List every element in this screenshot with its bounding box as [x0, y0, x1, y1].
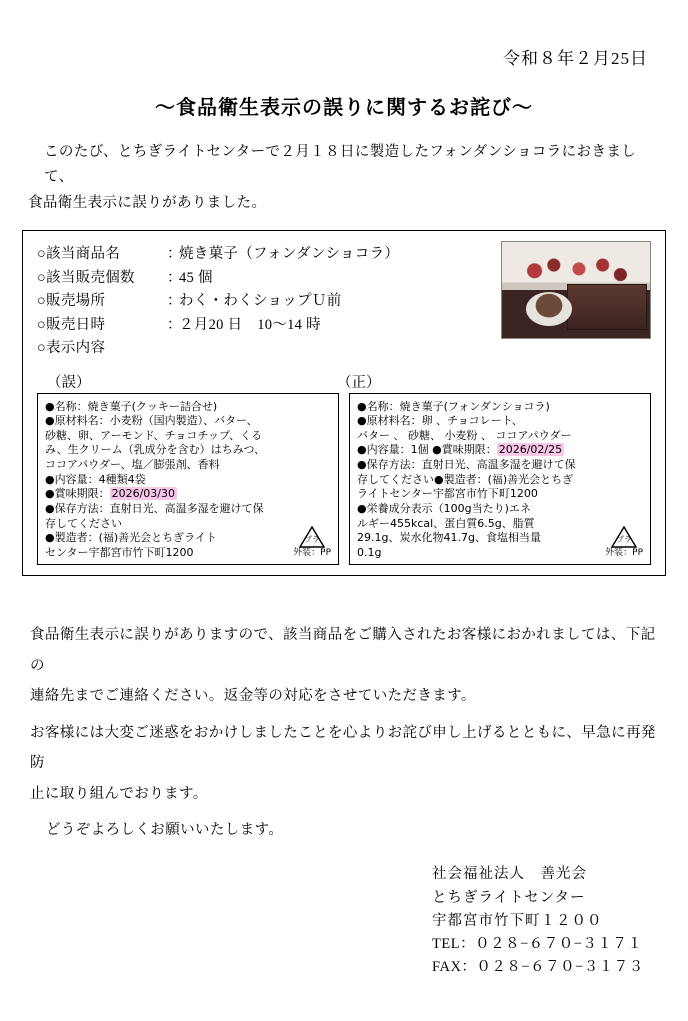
wrong-line-1: ●名称：焼き菓子(クッキー詰合せ) — [45, 399, 218, 413]
product-info-box — [22, 230, 666, 576]
correct-tail-1: ●保存方法：直射日光、高温多湿を避けて保 — [357, 458, 576, 472]
correct-nutrition-1: ●栄養成分表示（100g当たり)エネ — [357, 501, 531, 515]
correct-content-row — [357, 443, 643, 458]
correct-tail-3: ライトセンター宇都宮市竹下町1200 — [357, 487, 538, 501]
info-separator: ： — [167, 246, 182, 263]
correct-content-label: ●内容量：1個 — [357, 443, 429, 457]
wrong-line-3: 砂糖、卵、アーモンド、チョコチップ、くる — [45, 428, 263, 442]
info-separator: ： — [167, 293, 182, 310]
intro-line-1: このたび、とちぎライトセンターで２月１８日に製造したフォンダンショコラにおきまして、 — [44, 144, 637, 186]
wrong-label-card — [37, 393, 339, 566]
label-column-headers — [37, 371, 651, 391]
info-separator: ： — [167, 316, 182, 333]
intro-paragraph — [22, 140, 666, 216]
signature-address: 宇都宮市竹下町１２００ — [432, 912, 603, 929]
wrong-tail-3: ●製造者：(福)善光会とちぎライト — [45, 531, 217, 545]
info-row — [37, 337, 651, 360]
info-value: 45 個 — [179, 269, 213, 286]
info-value: わく・わくショップＵ前 — [179, 293, 342, 310]
wrong-best-before-label: ●賞味期限： — [45, 487, 110, 501]
photo-basket — [567, 284, 647, 330]
document-page — [0, 44, 688, 1021]
info-label: ○該当商品名 — [37, 246, 121, 263]
signature-org: 社会福祉法人 善光会 — [432, 866, 587, 883]
correct-label-card — [349, 393, 651, 566]
signature-block — [22, 863, 666, 979]
wrong-label-header: （誤） — [47, 374, 91, 391]
photo-plate — [526, 292, 572, 326]
correct-nutrition-4: 0.1g — [357, 545, 382, 559]
closing-paragraph-1 — [30, 620, 658, 711]
info-label: ○表示内容 — [37, 340, 106, 357]
signature-fax: FAX：０２８−６７０−３１７３ — [432, 959, 644, 976]
wrong-tail-1: ●保存方法：直射日光、高温多湿を避けて保 — [45, 501, 264, 515]
recycle-triangle-icon — [299, 526, 325, 548]
wrong-best-before-value: 2026/03/30 — [111, 487, 176, 501]
recycle-triangle-icon — [611, 526, 637, 548]
signature-tel: TEL：０２８−６７０−３１７１ — [432, 936, 643, 953]
correct-best-before-label: ●賞味期限： — [432, 443, 497, 457]
closing-paragraph-2 — [30, 718, 658, 809]
closing-paragraph-3: どうぞよろしくお願いいたします。 — [46, 822, 284, 839]
info-value: 焼き菓子（フォンダンショコラ） — [179, 246, 400, 263]
svg-text:プラ: プラ — [304, 534, 321, 544]
wrong-line-4: み、生クリーム（乳成分を含む）はちみつ、 — [45, 443, 265, 457]
correct-best-before-value: 2026/02/25 — [498, 443, 563, 457]
info-separator: ： — [167, 269, 182, 286]
wrong-line-6: ●内容量：4種類4袋 — [45, 472, 146, 486]
wrong-tail-4: センター宇都宮市竹下町1200 — [45, 545, 194, 559]
closing-p2-line2: 止に取り組んでおります。 — [30, 785, 208, 802]
svg-text:プラ: プラ — [616, 534, 633, 544]
page-title: 〜食品衛生表示の誤りに関するお詫び〜 — [155, 97, 533, 119]
correct-nutrition-2: ルギー455kcal、蛋白質6.5g、脂質 — [357, 516, 535, 530]
signature-center: とちぎライトセンター — [432, 889, 586, 906]
wrong-line-2: ●原材料名：小麦粉（国内製造）、バター、 — [45, 414, 258, 428]
info-value: ２月20 日 10〜14 時 — [179, 316, 321, 333]
closing-p2-line1: お客様には大変ご迷惑をおかけしましたことを心よりお詫び申し上げるとともに、早急に再発防 — [30, 724, 656, 772]
intro-line-2: 食品衛生表示に誤りがありました。 — [28, 194, 267, 211]
correct-tail-2: 存してください●製造者：(福)善光会とちぎ — [357, 472, 574, 486]
correct-line-2: ●原材料名：卵 、チョコレート、 — [357, 414, 523, 428]
correct-nutrition-3: 29.1g、炭水化物41.7g、食塩相当量 — [357, 531, 541, 545]
wrong-pp-recycle-mark — [293, 526, 331, 559]
info-label: ○該当販売個数 — [37, 269, 135, 286]
correct-label-header: （正） — [337, 374, 381, 391]
closing-p1-line1: 食品衛生表示に誤りがありますので、該当商品をご購入されたお客様におかれましては、下記の — [30, 627, 656, 674]
correct-line-3: バター 、 砂糖、 小麦粉 、 ココアパウダー — [357, 428, 572, 442]
wrong-best-before-row — [45, 487, 331, 502]
correct-pp-text: 外装：PP — [605, 547, 643, 558]
wrong-line-5: ココアパウダー、塩／膨張剤、香料 — [45, 458, 220, 472]
info-label: ○販売日時 — [37, 316, 106, 333]
correct-line-1: ●名称：焼き菓子(フォンダンショコラ) — [357, 399, 550, 413]
wrong-tail-2: 存してください — [45, 516, 122, 530]
closing-p1-line2: 連絡先までご連絡ください。返金等の対応をさせていただきます。 — [30, 688, 476, 705]
info-label: ○販売場所 — [37, 293, 106, 310]
closing-paragraphs — [22, 620, 666, 845]
wrong-pp-text: 外装：PP — [293, 547, 331, 558]
labels-comparison — [37, 393, 651, 566]
document-date: 令和８年２月25日 — [503, 49, 648, 68]
product-photo — [501, 241, 651, 339]
correct-pp-recycle-mark — [605, 526, 643, 559]
